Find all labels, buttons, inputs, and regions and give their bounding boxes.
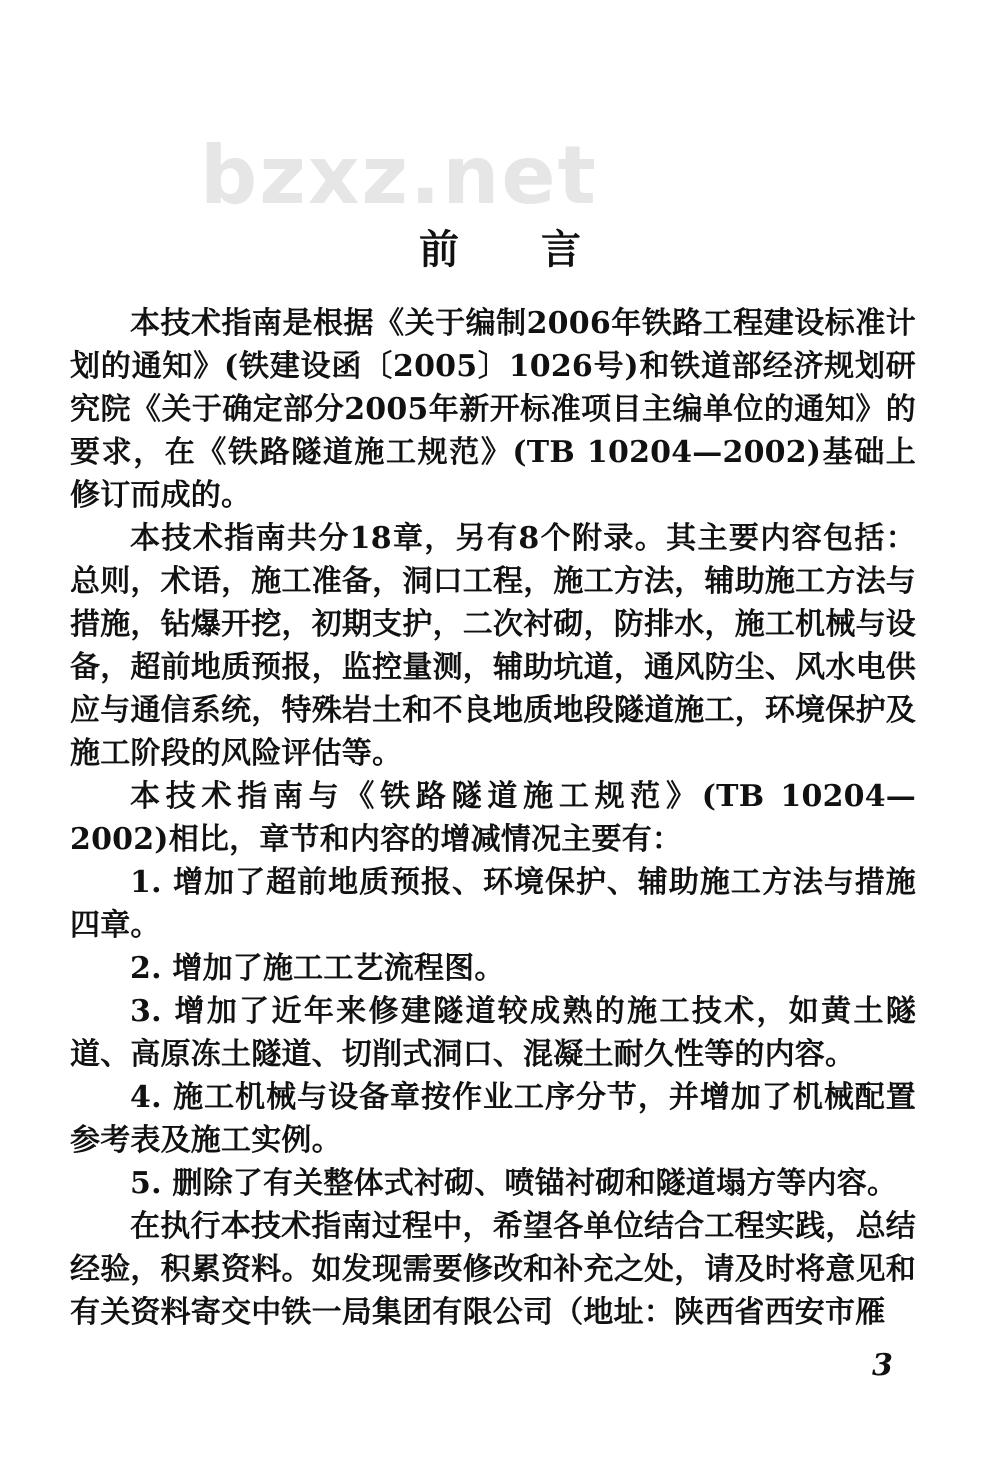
title-char-1: 前 [419, 226, 459, 273]
watermark: bzxz.net [200, 129, 598, 222]
list-item-2: 2. 增加了施工工艺流程图。 [130, 951, 505, 986]
page-number: 3 [872, 1348, 893, 1383]
body-text [70, 302, 916, 1334]
list-item-3: 3. 增加了近年来修建隧道较成熟的施工技术，如黄土隧道、高原冻土隧道、切削式洞口、混凝土耐久性等的内容。 [70, 994, 916, 1072]
paragraph-feedback: 在执行本技术指南过程中，希望各单位结合工程实践，总结经验，积累资料。如发现需要修改和补充之处，请及时将意见和有关资料寄交中铁一局集团有限公司（地址：陕西省西安市雁 [70, 1209, 916, 1330]
title-char-2: 言 [541, 226, 581, 273]
paragraph-contents: 本技术指南共分18章，另有8个附录。其主要内容包括：总则，术语，施工准备，洞口工程，施工方法，辅助施工方法与措施，钻爆开挖，初期支护，二次衬砌，防排水，施工机械与设备，超前地质预报，监控量测，辅助坑道，通风防尘、风水电供应与通信系统，特殊岩土和不良地质地段隧道施工，环境保护及施工阶段的风险评估等。 [70, 521, 916, 771]
list-item-4: 4. 施工机械与设备章按作业工序分节，并增加了机械配置参考表及施工实例。 [70, 1080, 916, 1158]
list-item-1: 1. 增加了超前地质预报、环境保护、辅助施工方法与措施四章。 [70, 865, 916, 943]
paragraph-basis: 本技术指南是根据《关于编制2006年铁路工程建设标准计划的通知》(铁建设函〔2005〕1026号)和铁道部经济规划研究院《关于确定部分2005年新开标准项目主编单位的通知》的要求，在《铁路隧道施工规范》(TB 10204—2002)基础上修订而成的。 [70, 306, 916, 513]
paragraph-comparison: 本技术指南与《铁路隧道施工规范》(TB 10204—2002)相比，章节和内容的增减情况主要有： [70, 779, 916, 857]
page-title [0, 222, 1000, 278]
list-item-5: 5. 删除了有关整体式衬砌、喷锚衬砌和隧道塌方等内容。 [130, 1166, 898, 1201]
